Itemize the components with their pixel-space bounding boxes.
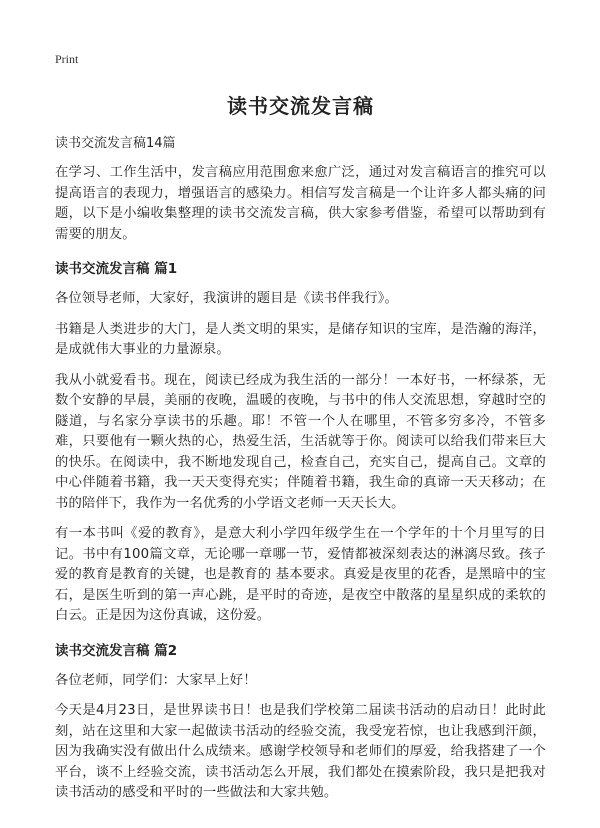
document-subtitle: 读书交流发言稿14篇	[55, 136, 176, 151]
section-heading-1: 读书交流发言稿 篇1	[55, 261, 178, 277]
section-heading-2: 读书交流发言稿 篇2	[55, 642, 178, 659]
section-2-paragraph: 各位老师，同学们：大家早上好！	[55, 672, 257, 688]
section-1-paragraph: 各位领导老师，大家好，我演讲的题目是《读书伴我行》。	[55, 291, 398, 306]
print-link[interactable]: Print	[55, 52, 79, 66]
intro-paragraph: 在学习、工作生活中，发言稿应用范围愈来愈广泛，通过对发言稿语言的推究可以提高语言的表现力，增强语言的感染力。相信写发言稿是一个让许多人都头痛的问题，以下是小编收集整理的读书交流发言稿，供大家参考借鉴，希望可以帮助到有需要的朋友。	[55, 165, 546, 242]
section-1-paragraph: 书籍是人类进步的大门，是人类文明的果实，是储存知识的宝库，是浩瀚的海洋，是成就伟大事业的力量源泉。	[55, 321, 546, 357]
section-1-paragraph: 有一本书叫《爱的教育》，是意大利小学四年级学生在一个学年的十个月里写的日记。书中有100篇文章，无论哪一章哪一节，爱情都被深刻表达的淋漓尽致。孩子爱的教育是教育的关键，也是教育的 基本要求。真爱是夜里的花香，是黑暗中的宝石，是医生听到的第一声心跳，是平时的奇迹，是夜空中散落的星星织成的柔软的白云。正是因为这份真诚，这份爱。	[55, 526, 546, 623]
section-1-paragraph: 我从小就爱看书。现在，阅读已经成为我生活的一部分！一本好书，一杯绿茶，无数个安静的早晨，美丽的夜晚，温暖的夜晚，与书中的伟人交流思想，穿越时空的隧道，与名家分享读书的乐趣。耶！不管一个人在哪里，不管多穷多冷，不管多难，只要他有一颗火热的心，热爱生活，生活就等于你。阅读可以给我们带来巨大的快乐。在阅读中，我不断地发现自己，检查自己，充实自己，提高自己。文章的中心伴随着书籍，我一天天变得充实；伴随着书籍，我生命的真谛一天天移动；在书的陪伴下，我作为一名优秀的小学语文老师一天天长大。	[55, 372, 546, 511]
page-title: 读书交流发言稿	[227, 94, 374, 118]
section-2-paragraph: 今天是4月23日，是世界读书日！也是我们学校第二届读书活动的启动日！此时此刻，站在这里和大家一起做读书活动的经验交流，我受宠若惊，也让我感到汗颜，因为我确实没有做出什么成绩来。感谢学校领导和老师们的厚爱，给我搭建了一个平台，谈不上经验交流，读书活动怎么开展，我们都处在摸索阶段，我只是把我对读书活动的感受和平时的一些做法和大家共勉。	[55, 703, 546, 800]
